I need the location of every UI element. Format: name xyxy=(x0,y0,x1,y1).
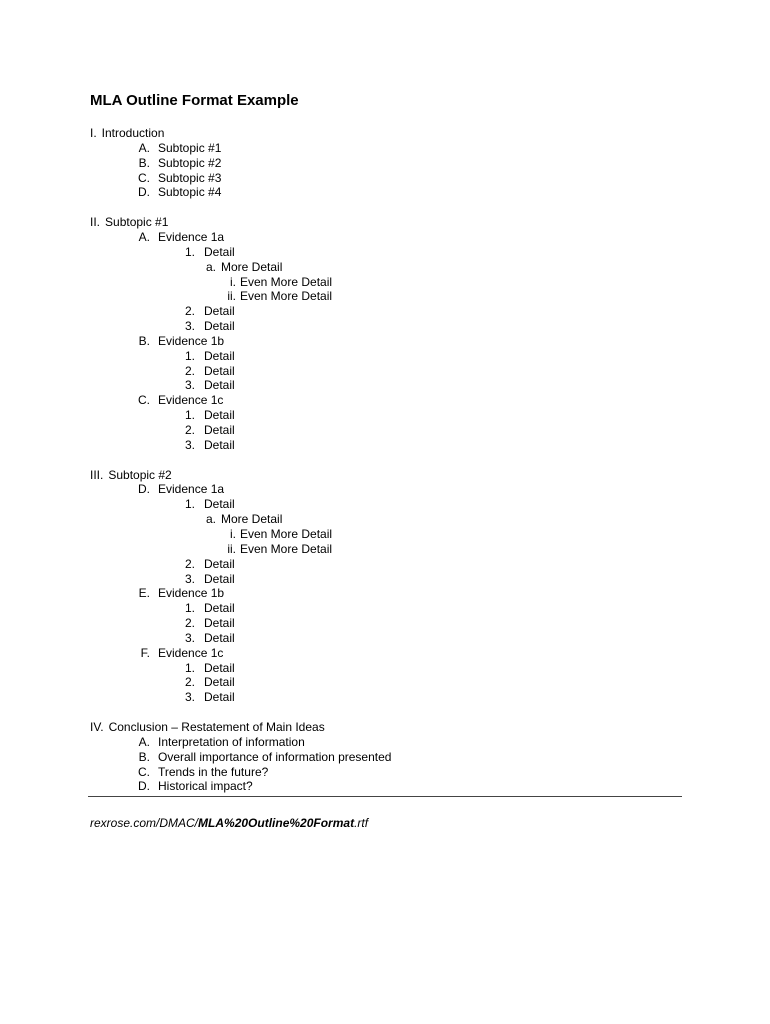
outline-label: B. xyxy=(138,155,150,170)
outline-text: Evidence 1b xyxy=(158,333,225,348)
outline-text: Detail xyxy=(204,423,235,437)
outline-text: Trends in the future? xyxy=(158,764,269,779)
source-bold: MLA%20Outline%20Format xyxy=(198,816,355,830)
outline-label: ii. xyxy=(227,289,236,304)
outline-text: Detail xyxy=(204,616,235,631)
outline-label: a. xyxy=(205,512,216,527)
outline-item xyxy=(0,690,770,705)
outline-text: Evidence 1b xyxy=(158,586,225,601)
outline-item xyxy=(0,334,770,349)
outline-text: Detail xyxy=(204,244,235,259)
outline-label: 3. xyxy=(184,437,195,452)
outline-text: Detail xyxy=(204,348,235,363)
outline-label: 3. xyxy=(184,630,195,645)
outline-text: Subtopic #3 xyxy=(158,170,222,185)
outline-label: 2. xyxy=(184,556,195,571)
divider xyxy=(88,796,682,797)
outline-item xyxy=(0,661,770,676)
outline-item xyxy=(0,646,770,661)
outline-label: A. xyxy=(138,229,150,244)
outline-text: Even More Detail xyxy=(240,541,333,556)
outline-label: 1. xyxy=(184,660,195,675)
outline-label: C. xyxy=(138,764,150,779)
outline-item xyxy=(0,289,770,304)
outline-text: Detail xyxy=(204,437,235,452)
outline-heading xyxy=(90,215,168,230)
outline-label: C. xyxy=(138,170,150,185)
outline-item xyxy=(0,735,770,750)
outline-text: Introduction xyxy=(101,126,165,140)
outline-text: Detail xyxy=(204,497,235,512)
outline-text: Detail xyxy=(204,363,235,378)
outline-text: Detail xyxy=(204,571,235,586)
outline-text: Detail xyxy=(204,630,235,645)
outline-label: i. xyxy=(230,526,236,541)
outline-item xyxy=(0,260,770,275)
outline-text: Interpretation of information xyxy=(158,734,305,749)
outline-text: Conclusion – Restatement of Main Ideas xyxy=(108,720,325,734)
outline-label: 1. xyxy=(184,497,195,512)
outline-text: Subtopic #4 xyxy=(158,185,222,200)
outline-label: 1. xyxy=(184,601,195,616)
outline-text: Even More Detail xyxy=(240,526,333,541)
outline-text: Detail xyxy=(204,408,235,423)
outline-item xyxy=(0,779,770,794)
outline-label: A. xyxy=(138,734,150,749)
outline-item xyxy=(0,364,770,379)
outline-label: A. xyxy=(138,140,150,155)
outline-text: Even More Detail xyxy=(240,274,333,289)
outline-item xyxy=(0,765,770,780)
outline-label: I. xyxy=(90,126,97,140)
outline-heading xyxy=(90,720,325,735)
outline-item xyxy=(0,245,770,260)
outline-text: Subtopic #1 xyxy=(105,215,169,230)
outline-item xyxy=(0,438,770,453)
outline-item xyxy=(0,408,770,423)
outline-label: 2. xyxy=(184,423,195,437)
outline-item xyxy=(0,527,770,542)
outline-label: 1. xyxy=(184,348,195,363)
outline-text: Evidence 1a xyxy=(158,482,225,497)
outline-item xyxy=(0,349,770,364)
outline-text: Evidence 1c xyxy=(158,645,224,660)
outline-text: Overall importance of information presented xyxy=(158,749,392,764)
outline-item xyxy=(0,378,770,393)
outline-label: E. xyxy=(138,586,150,601)
outline-label: 1. xyxy=(184,244,195,259)
outline-item xyxy=(0,171,770,186)
outline-item xyxy=(0,156,770,171)
outline-label: i. xyxy=(230,274,236,289)
outline-text: More Detail xyxy=(221,259,283,274)
source-prefix: rexrose.com/DMAC/ xyxy=(90,816,199,830)
outline-item xyxy=(0,230,770,245)
outline-item xyxy=(0,304,770,319)
outline-text: Subtopic #1 xyxy=(158,140,222,155)
outline-item xyxy=(0,586,770,601)
outline-item xyxy=(0,542,770,557)
outline-label: 2. xyxy=(184,363,195,378)
outline-label: II. xyxy=(90,215,101,230)
outline-text: Historical impact? xyxy=(158,779,253,794)
outline-label: 2. xyxy=(184,304,195,319)
outline-item xyxy=(0,631,770,646)
outline-label: 2. xyxy=(184,675,195,690)
outline-text: Evidence 1a xyxy=(158,229,225,244)
outline-label: 3. xyxy=(184,319,195,334)
source-suffix: .rtf xyxy=(354,816,369,830)
outline-text: More Detail xyxy=(221,512,283,527)
outline-item xyxy=(0,557,770,572)
outline-label: III. xyxy=(90,467,104,482)
outline-label: D. xyxy=(138,185,150,200)
outline-item xyxy=(0,675,770,690)
outline-text: Detail xyxy=(204,304,235,319)
outline-text: Subtopic #2 xyxy=(108,467,172,482)
outline-text: Subtopic #2 xyxy=(158,155,222,170)
outline-label: 1. xyxy=(184,408,195,423)
outline-label: B. xyxy=(138,749,150,764)
outline-text: Even More Detail xyxy=(240,289,333,304)
outline-item xyxy=(0,141,770,156)
outline-item xyxy=(0,319,770,334)
outline-item xyxy=(0,572,770,587)
outline-label: F. xyxy=(140,645,150,660)
outline-text: Detail xyxy=(204,319,235,334)
outline-label: 2. xyxy=(184,616,195,631)
outline-text: Detail xyxy=(204,660,235,675)
outline-text: Detail xyxy=(204,601,235,616)
source-url xyxy=(90,816,368,830)
page-title: MLA Outline Format Example xyxy=(90,92,299,109)
outline-item xyxy=(0,497,770,512)
outline-heading xyxy=(90,468,172,483)
outline-label: D. xyxy=(138,482,150,497)
outline-text: Detail xyxy=(204,556,235,571)
outline-text: Evidence 1c xyxy=(158,393,224,408)
outline-text: Detail xyxy=(204,675,235,690)
outline-label: 3. xyxy=(184,378,195,393)
outline-label: B. xyxy=(138,333,150,348)
outline-label: a. xyxy=(205,259,216,274)
outline-item xyxy=(0,423,770,438)
outline-item xyxy=(0,601,770,616)
outline-label: C. xyxy=(138,393,150,408)
outline-label: D. xyxy=(138,779,150,794)
outline-label: 3. xyxy=(184,571,195,586)
outline-label: 3. xyxy=(184,690,195,705)
outline-label: ii. xyxy=(227,541,236,556)
outline-item xyxy=(0,512,770,527)
outline-item xyxy=(0,393,770,408)
outline-item xyxy=(0,275,770,290)
outline-heading xyxy=(90,126,164,141)
outline-text: Detail xyxy=(204,378,235,393)
outline-item xyxy=(0,616,770,631)
outline-item xyxy=(0,750,770,765)
outline-label: IV. xyxy=(90,720,104,734)
outline-text: Detail xyxy=(204,690,235,705)
outline-item xyxy=(0,482,770,497)
outline-item xyxy=(0,185,770,200)
